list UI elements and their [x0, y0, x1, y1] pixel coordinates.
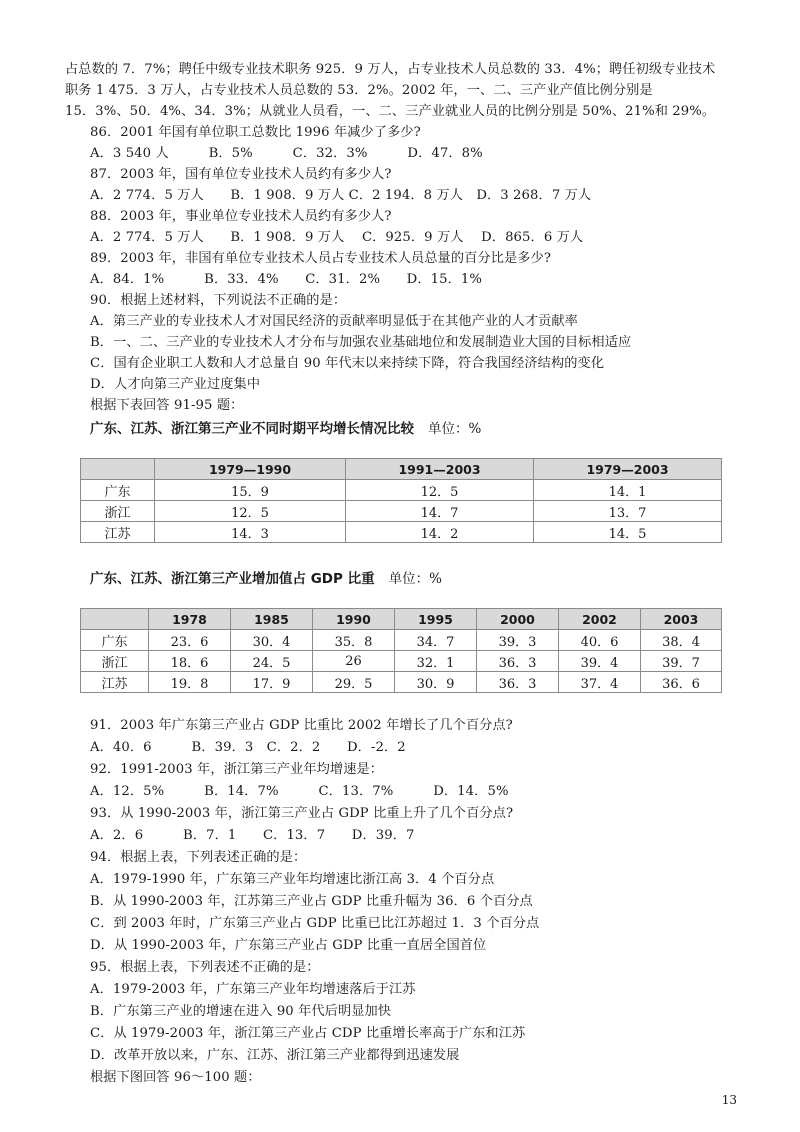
table-cell: 39．3 [477, 630, 559, 651]
option-94-a: A．1979-1990 年，广东第三产业年均增速比浙江高 3．4 个百分点 [90, 872, 495, 887]
row-label: 浙江 [81, 651, 149, 672]
table1-title [90, 417, 481, 437]
options-91: A．40．6 B．39．3 C．2．2 D．-2．2 [90, 740, 406, 755]
table-cell: 32．1 [395, 651, 477, 672]
table-cell: 36．6 [641, 672, 722, 693]
table1-unit: 单位：% [428, 421, 482, 437]
table-cell: 14．1 [534, 480, 722, 501]
table-cell: 39．7 [641, 651, 722, 672]
intro-line: 15．3%、50．4%、34．3%；从就业人员看，一、二、三产业就业人员的比例分别是 50%、21%和 29%。 [65, 104, 716, 119]
table-header-cell: 1979—1990 [155, 459, 346, 480]
table-corner-cell [81, 459, 155, 480]
table-cell: 15．9 [155, 480, 346, 501]
option-95-b: B．广东第三产业的增速在进入 90 年代后明显加快 [90, 1004, 392, 1019]
table-cell: 18．6 [149, 651, 231, 672]
intro-line: 占总数的 7．7%；聘任中级专业技术职务 925．9 万人，占专业技术人员总数的 33．4%；聘任初级专业技术 [65, 62, 716, 77]
table-cell: 30．9 [395, 672, 477, 693]
table-cell: 17．9 [231, 672, 313, 693]
table2-title-text: 广东、江苏、浙江第三产业增加值占 GDP 比重 [90, 571, 375, 587]
table-cell: 23．6 [149, 630, 231, 651]
option-94-b: B．从 1990-2003 年，江苏第三产业占 GDP 比重升幅为 36．6 个百分点 [90, 894, 533, 909]
question-94: 94．根据上表，下列表述正确的是： [90, 850, 307, 865]
row-label: 广东 [81, 480, 155, 501]
table-header-cell: 2000 [477, 609, 559, 630]
table-cell: 24．5 [231, 651, 313, 672]
table-cell: 14．3 [155, 522, 346, 543]
row-label: 浙江 [81, 501, 155, 522]
table-header-row [81, 609, 722, 630]
table-row [81, 501, 722, 522]
table-header-cell: 1978 [149, 609, 231, 630]
table-header-cell: 1991—2003 [346, 459, 534, 480]
table-cell: 36．3 [477, 672, 559, 693]
table-row [81, 651, 722, 672]
table-row [81, 630, 722, 651]
table-header-cell: 1990 [313, 609, 395, 630]
table-cell: 26 [313, 651, 395, 672]
table-corner-cell [81, 609, 149, 630]
question-89: 89．2003 年，非国有单位专业技术人员占专业技术人员总量的百分比是多少? [90, 251, 552, 266]
table-cell: 12．5 [346, 480, 534, 501]
option-95-a: A．1979-2003 年，广东第三产业年均增速落后于江苏 [90, 982, 416, 997]
lead-96-100: 根据下图回答 96～100 题： [90, 1070, 261, 1085]
options-89: A．84．1% B．33．4% C．31．2% D．15．1% [90, 272, 482, 287]
growth-table [80, 458, 722, 543]
intro-line: 职务 1 475．3 万人，占专业技术人员总数的 53．2%。2002 年，一、二、三产业产值比例分别是 [65, 83, 653, 98]
row-label: 江苏 [81, 522, 155, 543]
options-86: A．3 540 人 B．5% C．32．3% D．47．8% [90, 146, 483, 161]
question-93: 93．从 1990-2003 年，浙江第三产业占 GDP 比重上升了几个百分点? [90, 806, 514, 821]
table2-title [90, 567, 442, 587]
option-90-c: C．国有企业职工人数和人才总量自 90 年代末以来持续下降，符合我国经济结构的变化 [90, 356, 605, 371]
question-91: 91．2003 年广东第三产业占 GDP 比重比 2002 年增长了几个百分点? [90, 718, 513, 733]
table-header-cell: 2002 [559, 609, 641, 630]
table2-unit: 单位：% [388, 571, 442, 587]
option-94-d: D．从 1990-2003 年，广东第三产业占 GDP 比重一直居全国首位 [90, 938, 487, 953]
table-cell: 36．3 [477, 651, 559, 672]
question-88: 88．2003 年，事业单位专业技术人员约有多少人? [90, 209, 392, 224]
table-cell: 40．6 [559, 630, 641, 651]
table-row [81, 522, 722, 543]
table-cell: 14．7 [346, 501, 534, 522]
option-90-d: D．人才向第三产业过度集中 [90, 377, 261, 392]
table-header-cell: 1985 [231, 609, 313, 630]
option-90-b: B．一、二、三产业的专业技术人才分布与加强农业基础地位和发展制造业大国的目标相适应 [90, 335, 632, 350]
table-header-cell: 2003 [641, 609, 722, 630]
question-86: 86．2001 年国有单位职工总数比 1996 年减少了多少? [90, 125, 421, 140]
option-94-c: C．到 2003 年时，广东第三产业占 GDP 比重已比江苏超过 1．3 个百分点 [90, 916, 540, 931]
table-header-cell: 1979—2003 [534, 459, 722, 480]
options-93: A．2．6 B．7．1 C．13．7 D．39．7 [90, 828, 415, 843]
table-cell: 19．8 [149, 672, 231, 693]
question-95: 95．根据上表，下列表述不正确的是： [90, 960, 320, 975]
table-cell: 34．7 [395, 630, 477, 651]
table-cell: 29．5 [313, 672, 395, 693]
table-cell: 13．7 [534, 501, 722, 522]
table-row [81, 480, 722, 501]
options-88: A．2 774．5 万人 B．1 908．9 万人 C．925．9 万人 D．865．6 万人 [90, 230, 584, 245]
row-label: 广东 [81, 630, 149, 651]
table-row [81, 672, 722, 693]
table-cell: 14．2 [346, 522, 534, 543]
lead-91-95: 根据下表回答 91-95 题： [90, 398, 244, 413]
table-cell: 38．4 [641, 630, 722, 651]
option-95-c: C．从 1979-2003 年，浙江第三产业占 CDP 比重增长率高于广东和江苏 [90, 1026, 526, 1041]
table-header-cell: 1995 [395, 609, 477, 630]
gdp-share-table [80, 608, 722, 693]
option-90-a: A．第三产业的专业技术人才对国民经济的贡献率明显低于在其他产业的人才贡献率 [90, 314, 578, 329]
options-92: A．12．5% B．14．7% C．13．7% D．14．5% [90, 784, 509, 799]
page-number: 13 [721, 1093, 737, 1107]
question-90: 90．根据上述材料，下列说法不正确的是： [90, 293, 347, 308]
table1-title-text: 广东、江苏、浙江第三产业不同时期平均增长情况比较 [90, 421, 414, 437]
table-cell: 14．5 [534, 522, 722, 543]
question-92: 92．1991-2003 年，浙江第三产业年均增速是： [90, 762, 384, 777]
table-cell: 37．4 [559, 672, 641, 693]
question-87: 87．2003 年，国有单位专业技术人员约有多少人? [90, 167, 392, 182]
table-cell: 12．5 [155, 501, 346, 522]
table-cell: 35．8 [313, 630, 395, 651]
table-cell: 39．4 [559, 651, 641, 672]
options-87: A．2 774．5 万人 B．1 908．9 万人 C．2 194．8 万人 D．3 268．7 万人 [90, 188, 592, 203]
table-header-row [81, 459, 722, 480]
table-cell: 30．4 [231, 630, 313, 651]
row-label: 江苏 [81, 672, 149, 693]
option-95-d: D．改革开放以来，广东、江苏、浙江第三产业都得到迅速发展 [90, 1048, 460, 1063]
